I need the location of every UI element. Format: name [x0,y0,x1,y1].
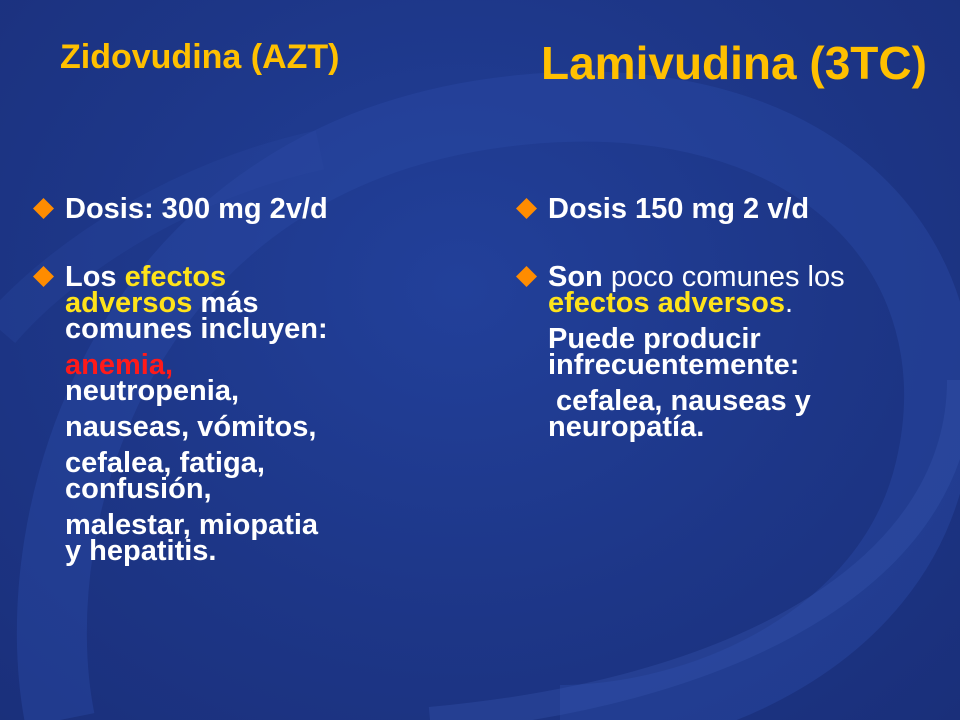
right-column [516,193,946,443]
text-los: Los [65,261,125,293]
right-list-1: cefalea, nauseas y [548,385,811,417]
right-effects-item [516,261,946,443]
right-list-2: neuropatía. [548,411,705,443]
left-anemia: anemia, [65,349,173,381]
right-dose-item [516,193,946,225]
text-efectos: efectos [124,261,227,293]
orange-diamond-icon [33,266,54,287]
text-efectos-adversos: efectos adversos [548,287,785,319]
right-puede-1: Puede producir [548,323,761,355]
right-puede-2: infrecuentemente: [548,349,800,381]
orange-diamond-icon [33,198,54,219]
orange-diamond-icon [516,198,537,219]
right-dose-text: Dosis 150 mg 2 v/d [548,193,810,225]
left-dose-item [33,193,413,225]
left-column [33,193,413,567]
left-neutropenia: neutropenia, [65,375,240,407]
title-lamivudina: Lamivudina (3TC) [541,37,927,89]
text-son: Son [548,261,603,293]
left-cefalea-2: confusión, [65,473,212,505]
right-effects-line-2 [548,287,946,319]
text-period: . [784,287,794,319]
left-malestar-1: malestar, miopatia [65,509,319,541]
left-dose-text: Dosis: 300 mg 2v/d [65,193,328,225]
left-malestar-2: y hepatitis. [65,535,217,567]
orange-diamond-icon [516,266,537,287]
text-poco-comunes: poco comunes los [602,261,845,293]
text-adversos: adversos [65,287,193,319]
text-mas: más [192,287,259,319]
left-effects-line-3: comunes incluyen: [65,313,328,345]
left-cefalea-1: cefalea, fatiga, [65,447,265,479]
left-effects-item [33,261,413,567]
left-nauseas: nauseas, vómitos, [65,411,317,443]
title-zidovudina: Zidovudina (AZT) [60,38,340,76]
